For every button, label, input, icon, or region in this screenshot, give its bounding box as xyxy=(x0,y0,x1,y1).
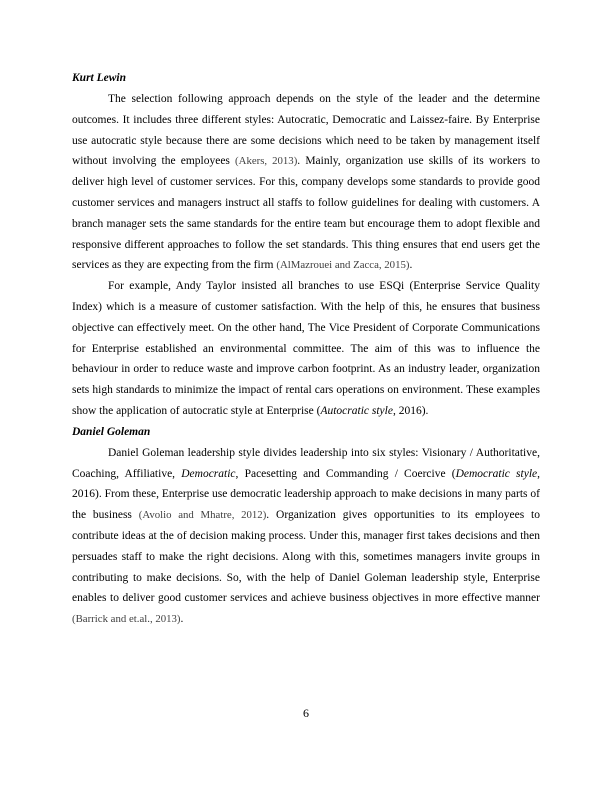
italic-citation-democratic-style: Democratic style xyxy=(455,467,538,480)
citation-avolio: (Avolio and Mhatre, 2012) xyxy=(138,509,267,522)
text-run: , Pacesetting and Commanding / Coercive ( xyxy=(235,467,456,480)
paragraph-lewin-2 xyxy=(72,276,540,422)
section-heading-kurt-lewin: Kurt Lewin xyxy=(72,72,127,84)
text-run: , 2016). From these, Enterprise use democratic leadership approach to make decisions in many parts of the business xyxy=(72,467,540,522)
text-run: . xyxy=(180,613,184,626)
text-run: For example, Andy Taylor insisted all branches to use ESQi (Enterprise Service Quality Index) which is a measure of customer satisfaction. With the help of this, he ensures that business objective can effectively meet. On the other hand, The Vice President of Corporate Communications for Enterprise established an environmental committee. The aim of this was to influence the behaviour in order to reduce waste and improve carbon footprint. As an industry leader, organization sets high standards to minimize the impact of rental cars operations on environment. These examples show the application of autocratic style at Enterprise ( xyxy=(72,280,540,417)
italic-democratic: Democratic xyxy=(181,467,236,480)
paragraph-goleman-1 xyxy=(72,443,540,630)
paragraph-lewin-1 xyxy=(72,89,540,276)
document-body xyxy=(72,68,540,630)
citation-akers: (Akers, 2013) xyxy=(235,155,298,168)
section-heading-daniel-goleman: Daniel Goleman xyxy=(72,425,151,438)
text-run: Daniel Goleman leadership style divides leadership into six styles: Visionary / Authoritative, Coaching, Affiliative, xyxy=(72,446,540,480)
citation-almazrouei: (AlMazrouei and Zacca, 2015) xyxy=(276,259,410,272)
text-run: . xyxy=(409,259,413,272)
citation-barrick: (Barrick and et.al., 2013) xyxy=(72,613,181,626)
text-run: , 2016). xyxy=(392,404,429,417)
italic-citation-autocratic-style: Autocratic style xyxy=(320,404,393,417)
text-run: The selection following approach depends on the style of the leader and the determine outcomes. It includes three different styles: Autocratic, Democratic and Laissez-faire. By Enterprise use autocratic style because there are some decisions which need to be taken by management itself without involving the employees xyxy=(72,93,540,168)
text-run: . Organization gives opportunities to its employees to contribute ideas at the of decision making process. Under this, manager first takes decisions and then persuades staff to make the right decisions. Along with this, sometimes managers invite groups in contributing to make decisions. So, with the help of Daniel Goleman leadership style, Enterprise enables to deliver good customer services and achieve business objectives in more effective manner xyxy=(72,509,540,605)
text-run: . Mainly, organization use skills of its workers to deliver high level of customer services. For this, company develops some standards to provide good customer services and managers instruct all staffs to follow guidelines for dealing with customers. A branch manager sets the same standards for the entire team but encourage them to adopt flexible and responsive different approaches to follow the set standards. This thing ensures that end users get the services as they are expecting from the firm xyxy=(72,155,541,272)
page-number: 6 xyxy=(303,706,309,720)
